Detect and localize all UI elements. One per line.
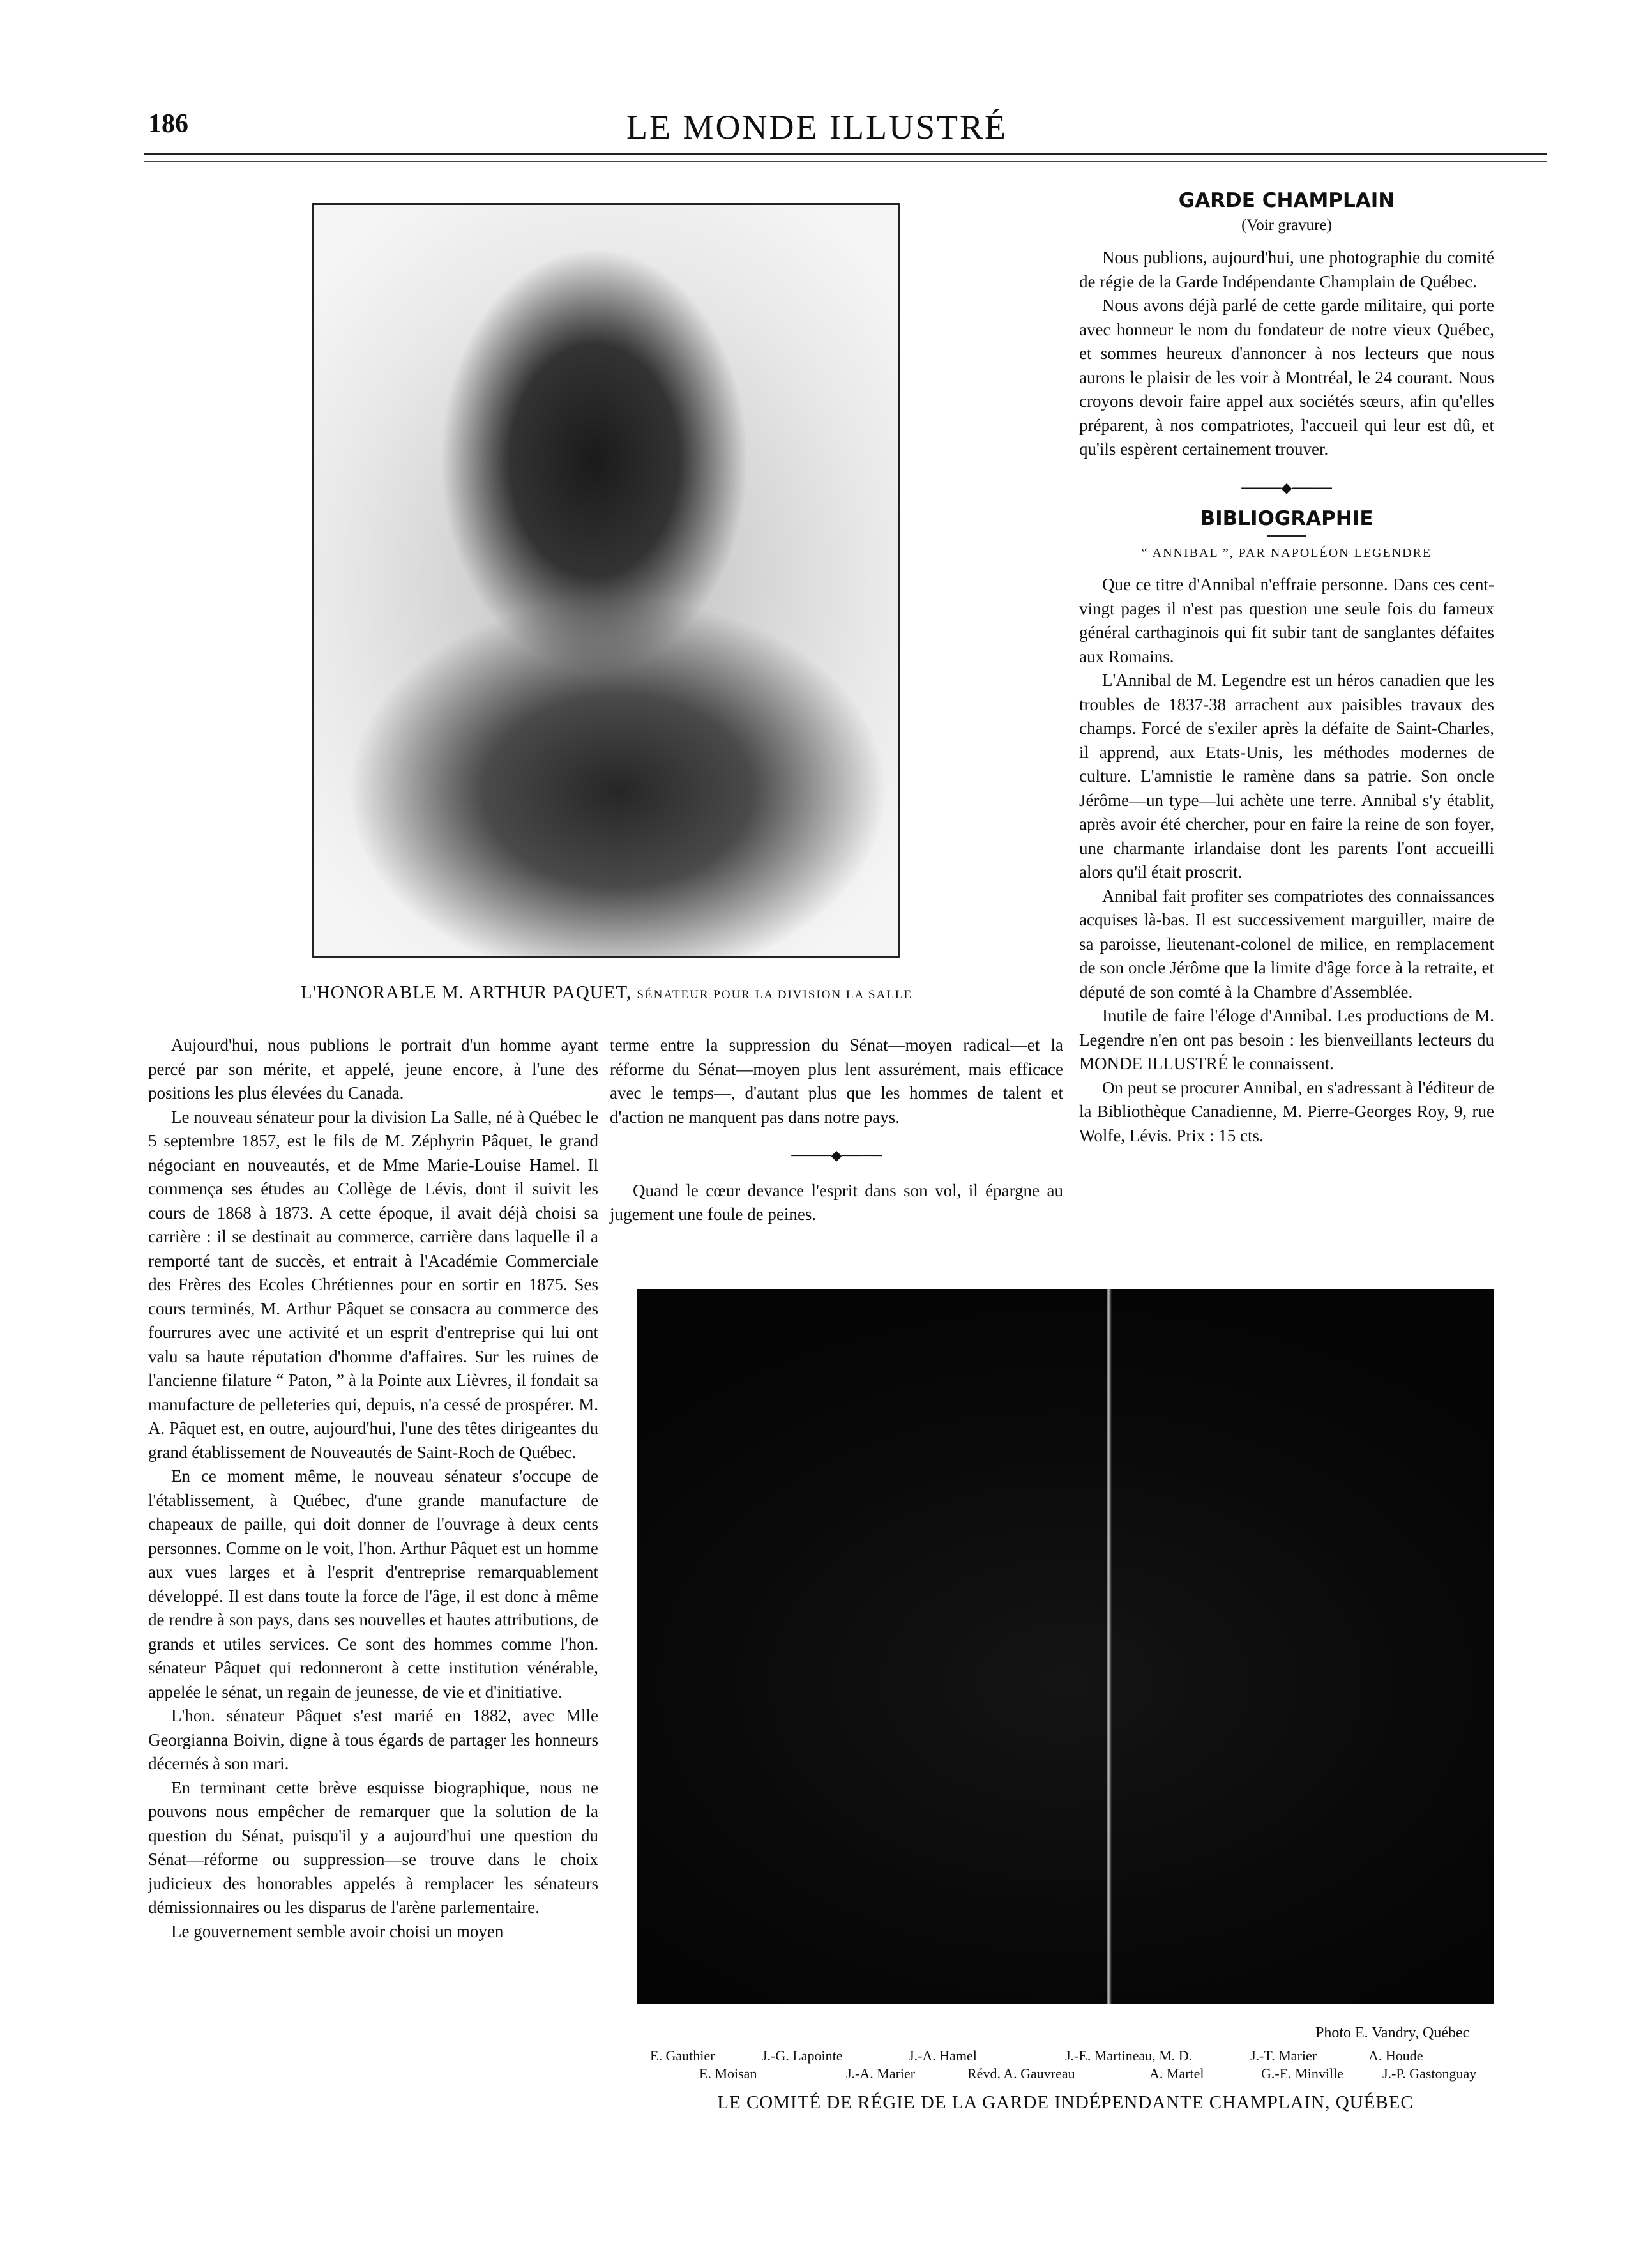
group-photo-caption: LE COMITÉ DE RÉGIE DE LA GARDE INDÉPENDANTE CHAMPLAIN, QUÉBEC	[717, 2092, 1414, 2113]
person-name: Révd. A. Gauvreau	[967, 2066, 1075, 2082]
portrait-caption	[192, 982, 1022, 1003]
article-paragraph: En terminant cette brève esquisse biographique, nous ne pouvons nous empêcher de remarquer que la solution de la question du Sénat, puisqu'il y a aujourd'hui une question du Sénat—réforme ou suppression—se trouve dans le choix judicieux des honorables appelés à remplacer les sénateurs démissionnaires ou les disparus de l'arène parlementaire.	[148, 1777, 598, 1917]
article-paragraph: Nous avons déjà parlé de cette garde militaire, qui porte avec honneur le nom du fondateur de notre vieux Québec, et sommes heureux d'annoncer à nos lecteurs que nous aurons le plaisir de les voir à Montréal, le 24 courant. Nous croyons devoir faire appel aux sociétés sœurs, afin qu'elles préparent, à nos compatriotes, l'accueil qui leur est dû, et qu'ils espèrent certainement trouver.	[1079, 296, 1494, 459]
person-name: J.-P. Gastonguay	[1382, 2066, 1477, 2082]
article-paragraph: Annibal fait profiter ses compatriotes des connaissances acquises là-bas. Il est successivement marguiller, maire de sa paroisse, lieutenant-colonel de milice, en remplacement de son oncle Jérôme que la limite d'âge force à la retraite, et député de son comté à la Chambre d'Assemblée.	[1079, 886, 1494, 1001]
article-paragraph: Le nouveau sénateur pour la division La Salle, né à Québec le 5 septembre 1857, est le fils de M. Zéphyrin Pâquet, le grand négociant en nouveautés, et de Mme Marie-Louise Hamel. Il commença ses études au Collège de Lévis, dont il suivit les cours de 1868 à 1873. A cette époque, il avait déjà choisi sa carrière : il se destinait au commerce, carrière dans laquelle il a remporté tant de succès, et entrait à l'Académie Commerciale des Frères des Ecoles Chrétiennes pour en sortir en 1875. Ses cours terminés, M. Arthur Pâquet se consacra au commerce des fourrures avec une activité et un esprit d'entreprise qui lui ont valu sa haute réputation d'homme d'affaires. Sur les ruines de l'ancienne filature “ Paton, ” à la Pointe aux Lièvres, il fondait sa manufacture de pelleteries qui, depuis, n'a cessé de prospérer. M. A. Pâquet est, en outre, aujourd'hui, l'une des têtes dirigeantes du grand établissement de Nouveautés de Saint-Roch de Québec.	[148, 1107, 598, 1462]
article-paragraph: Nous publions, aujourd'hui, une photographie du comité de régie de la Garde Indépendante Champlain de Québec.	[1079, 248, 1494, 291]
article-paragraph: Aujourd'hui, nous publions le portrait d'un homme ayant percé par son mérite, et appelé, jeune encore, à l'une des positions les plus élevées du Canada.	[148, 1035, 598, 1102]
person-name: J.-G. Lapointe	[762, 2048, 843, 2064]
article-paragraph: Le gouvernement semble avoir choisi un moyen	[171, 1921, 504, 1941]
portrait-photo	[312, 203, 900, 958]
maxim-text: Quand le cœur devance l'esprit dans son vol, il épargne au jugement une foule de peines.	[610, 1180, 1063, 1224]
person-name: E. Moisan	[699, 2066, 757, 2082]
person-name: A. Martel	[1149, 2066, 1204, 2082]
page-number: 186	[148, 109, 188, 139]
person-name: J.-A. Marier	[846, 2066, 916, 2082]
masthead: LE MONDE ILLUSTRÉ	[626, 108, 1008, 146]
section-subtitle: (Voir gravure)	[1241, 216, 1332, 234]
portrait-caption-title: SÉNATEUR POUR LA DIVISION LA SALLE	[637, 988, 913, 1001]
section-title: BIBLIOGRAPHIE	[1200, 507, 1373, 530]
article-paragraph: L'hon. sénateur Pâquet s'est marié en 1882, avec Mlle Georgianna Boivin, digne à tous égards de partager les honneurs décernés à son mari.	[148, 1706, 598, 1773]
article-paragraph: Inutile de faire l'éloge d'Annibal. Les productions de M. Legendre n'en ont pas besoin : les bienveillants lecteurs du MONDE ILLUSTRÉ le connaissent.	[1079, 1006, 1494, 1073]
header-rule-thin	[144, 161, 1547, 162]
article-paragraph: Que ce titre d'Annibal n'effraie personne. Dans ces cent-vingt pages il n'est pas question une seule fois du fameux général carthaginois qui fit subir tant de sanglantes défaites aux Romains.	[1079, 575, 1494, 666]
garde-champlain-section	[1079, 189, 1494, 1148]
article-paquet	[148, 1033, 598, 1944]
section-subtitle: “ ANNIBAL ”, PAR NAPOLÉON LEGENDRE	[1141, 545, 1432, 560]
section-title: GARDE CHAMPLAIN	[1178, 189, 1395, 212]
group-photo	[637, 1289, 1494, 2004]
person-name: J.-E. Martineau, M. D.	[1065, 2048, 1193, 2064]
portrait-caption-name: L'HONORABLE M. ARTHUR PAQUET,	[300, 982, 632, 1003]
person-name: E. Gauthier	[650, 2048, 715, 2064]
article-paragraph: On peut se procurer Annibal, en s'adressant à l'éditeur de la Bibliothèque Canadienne, M. Pierre-Georges Roy, 9, rue Wolfe, Lévis. Prix : 15 cts.	[1079, 1077, 1494, 1145]
person-name: G.-E. Minville	[1261, 2066, 1343, 2082]
person-name: J.-A. Hamel	[909, 2048, 977, 2064]
title-underline	[1267, 535, 1306, 537]
photo-credit: Photo E. Vandry, Québec	[1315, 2025, 1470, 2041]
article-continuation	[610, 1033, 1063, 1227]
article-paragraph: En ce moment même, le nouveau sénateur s'occupe de l'établissement, à Québec, d'une grande manufacture de chapeaux de paille, qui doit donner de l'ouvrage à deux cents personnes. Comme on le voit, l'hon. Arthur Pâquet est un homme aux vues larges et à l'esprit d'entreprise remarquablement développé. Il est dans toute la force de l'âge, il est donc à même de rendre à son pays, dans ses nouvelles et hautes attributions, de grands et utiles services. Ce sont des hommes comme l'hon. sénateur Pâquet qui redonneront à cette institution vénérable, appelée le sénat, un regain de jeunesse, de vie et d'initiative.	[148, 1466, 598, 1701]
article-continuation-text: terme entre la suppression du Sénat—moyen radical—et la réforme du Sénat—moyen plus lent assurément, mais efficace avec le temps—, d'autant plus que les hommes de talent et d'action ne manquent pas dans notre pays.	[610, 1035, 1063, 1127]
ornament-divider: ────◆────	[791, 1147, 882, 1163]
person-name: J.-T. Marier	[1250, 2048, 1317, 2064]
ornament-divider: ────◆────	[1241, 479, 1332, 496]
header-rule	[144, 153, 1547, 155]
person-name: A. Houde	[1368, 2048, 1423, 2064]
article-paragraph: L'Annibal de M. Legendre est un héros canadien que les troubles de 1837-38 arrachent aux paisibles travaux des champs. Forcé de s'exiler après la défaite de Saint-Charles, il apprend, aux Etats-Unis, les méthodes modernes de culture. L'amnistie le ramène dans sa patrie. Son oncle Jérôme—un type—lui achète une terre. Annibal s'y établit, après avoir été chercher, pour en faire la reine de son foyer, une charmante irlandaise dont les parents l'ont accueilli alors qu'il était proscrit.	[1079, 671, 1494, 881]
